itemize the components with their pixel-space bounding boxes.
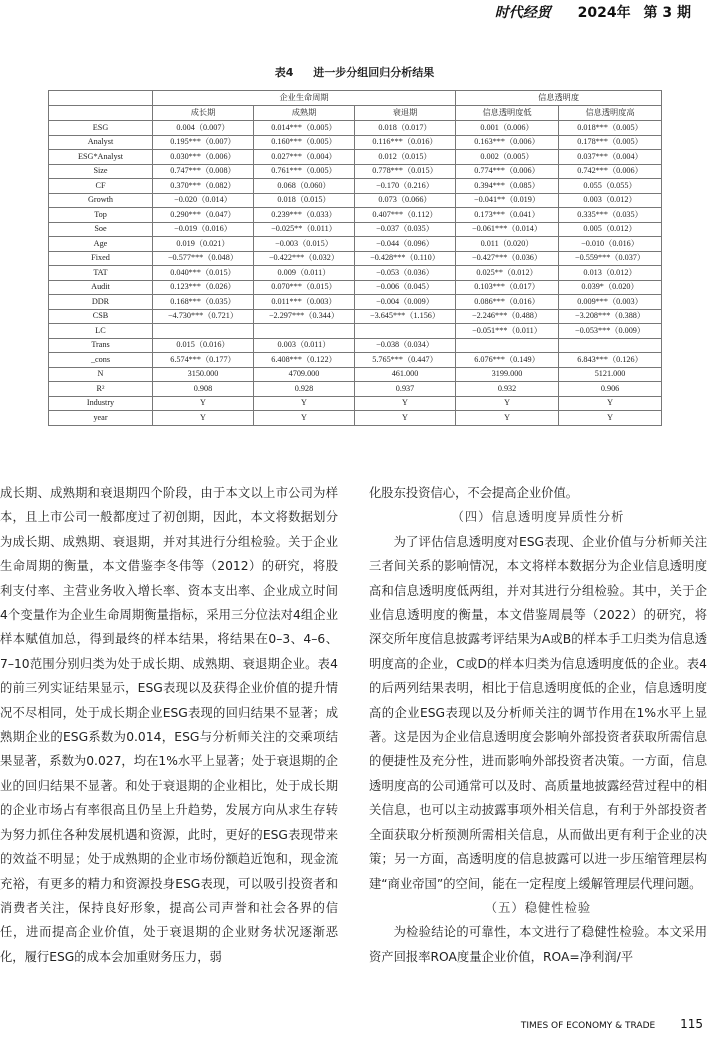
table-cell: 0.002（0.005） [456,150,559,165]
table-cell: Y [153,411,254,426]
table-cell: 5.765***（0.447） [355,353,456,368]
journal-issue: 第 3 期 [643,5,691,21]
table-row [49,396,662,411]
table-cell: 0.370***（0.082） [153,179,254,194]
table-cell: −0.053***（0.009） [559,324,662,339]
table-cell: 0.163***（0.006） [456,135,559,150]
table-cell: 0.070***（0.015） [254,280,355,295]
row-label: Size [49,164,153,179]
table-cell: 0.004（0.007） [153,121,254,136]
subheader-mature: 成熟期 [254,106,355,121]
table-cell [456,338,559,353]
section-heading-4: （四）信息透明度异质性分析 [451,510,625,525]
table-cell: 0.742***（0.006） [559,164,662,179]
table-cell: Y [355,411,456,426]
table-cell: 0.928 [254,382,355,397]
row-label: Age [49,237,153,252]
table-cell [153,324,254,339]
table-cell: −0.428***（0.110） [355,251,456,266]
journal-year: 2024年 [577,5,631,21]
table-cell: −0.422***（0.032） [254,251,355,266]
row-label: Fixed [49,251,153,266]
row-label: Top [49,208,153,223]
table-cell: 0.009***（0.003） [559,295,662,310]
table-cell: 0.178***（0.005） [559,135,662,150]
table-cell: 0.012（0.015） [355,150,456,165]
table-cell: Y [559,396,662,411]
table-body [49,121,662,426]
table-cell: 0.908 [153,382,254,397]
table-cell: 0.335***（0.035） [559,208,662,223]
table-cell: 0.239***（0.033） [254,208,355,223]
table-row [49,164,662,179]
table-cell: 0.173***（0.041） [456,208,559,223]
table-cell: −0.559***（0.037） [559,251,662,266]
table-row [49,338,662,353]
table-cell: 0.039*（0.020） [559,280,662,295]
footer-journal-en: TIMES OF ECONOMY & TRADE [520,1021,656,1031]
table-cell: −0.041**（0.019） [456,193,559,208]
table-row [49,150,662,165]
table-cell: −0.004（0.009） [355,295,456,310]
table-row [49,266,662,281]
table-cell: 0.018（0.015） [254,193,355,208]
table-cell: 0.906 [559,382,662,397]
row-label: TAT [49,266,153,281]
row-label: CF [49,179,153,194]
table-cell: −0.051***（0.011） [456,324,559,339]
table-cell: 6.843***（0.126） [559,353,662,368]
table-row [49,179,662,194]
table-cell: 0.019（0.021） [153,237,254,252]
table-cell: 0.290***（0.047） [153,208,254,223]
table-cell: −0.038（0.034） [355,338,456,353]
table-cell: 0.014***（0.005） [254,121,355,136]
table-subheader-row [49,106,662,121]
table-cell: 0.011（0.020） [456,237,559,252]
table-cell: −0.061***（0.014） [456,222,559,237]
table-row [49,367,662,382]
row-label: LC [49,324,153,339]
table-cell: Y [456,396,559,411]
table-cell: −2.297***（0.344） [254,309,355,324]
table-cell [254,324,355,339]
table-cell: 0.394***（0.085） [456,179,559,194]
table-row [49,324,662,339]
table-cell: 0.030***（0.006） [153,150,254,165]
table-cell: 0.123***（0.026） [153,280,254,295]
empty-corner-cell [49,106,153,121]
page-header [487,2,691,22]
subheader-growth: 成长期 [153,106,254,121]
table-caption [0,64,709,80]
table-cell: 4709.000 [254,367,355,382]
right-paragraph-1: 化股东投资信心，不会提高企业价值。 [369,486,579,500]
table-cell: 0.027***（0.004） [254,150,355,165]
row-label: year [49,411,153,426]
right-paragraph-2: 为了评估信息透明度对ESG表现、企业价值与分析师关注三者间关系的影响情况，本文将样本数据分为企业信息透明度高和信息透明度低两组，并对其进行分组检验。其中，关于企业信息透明度的衡量，本文借鉴周晨等（2022）的研究，将深交所年度信息披露考评结果为A或B的样本手工归类为信息透明度高的企业，C或D的样本归类为信息透明度低的企业。表4的后两列结果表明，相比于信息透明度低的企业，信息透明度高的企业ESG表现以及分析师关注的调节作用在1%水平上显著。这是因为企业信息透明度会影响外部投资者获取所需信息的便捷性及充分性，进而影响外部投资者决策。一方面，信息透明度高的公司通常可以及时、高质量地披露经营过程中的相关信息，也可以主动披露事项外相关信息，有利于外部投资者全面获取分析预测所需相关信息，从而做出更有利于企业的决策；另一方面，高透明度的信息披露可以进一步压缩管理层构建“商业帝国”的空间，能在一定程度上缓解管理层代理问题。 [369,534,707,891]
table-title: 进一步分组回归分析结果 [313,66,435,79]
table-cell: 0.009（0.011） [254,266,355,281]
table-cell: 0.116***（0.016） [355,135,456,150]
table-row [49,237,662,252]
table-cell [355,324,456,339]
table-cell: −0.025**（0.011） [254,222,355,237]
row-label: Analyst [49,135,153,150]
table-cell: 0.040***（0.015） [153,266,254,281]
table-cell: 5121.000 [559,367,662,382]
table-cell: −0.577***（0.048） [153,251,254,266]
page-number: 115 [680,1017,703,1031]
table-cell: 0.407***（0.112） [355,208,456,223]
empty-corner-cell [49,91,153,106]
table-cell: 0.001（0.006） [456,121,559,136]
table-cell: 0.937 [355,382,456,397]
table-cell: 0.011***（0.003） [254,295,355,310]
group-header-lifecycle: 企业生命周期 [153,91,456,106]
table-row [49,135,662,150]
table-cell: 0.761***（0.005） [254,164,355,179]
table-cell: 0.018***（0.005） [559,121,662,136]
table-row [49,251,662,266]
table-cell: 6.076***（0.149） [456,353,559,368]
table-row [49,353,662,368]
table-cell: Y [355,396,456,411]
table-cell: 3199.000 [456,367,559,382]
right-paragraph-3: 为检验结论的可靠性，本文进行了稳健性检验。本文采用资产回报率ROA度量企业价值，ROA=净利润/平 [369,925,707,964]
row-label: CSB [49,309,153,324]
table-cell: −0.427***（0.036） [456,251,559,266]
table-cell: 0.195***（0.007） [153,135,254,150]
table-cell: −0.006（0.045） [355,280,456,295]
table-row [49,309,662,324]
table-row [49,280,662,295]
table-cell [559,338,662,353]
table-cell: 0.073（0.066） [355,193,456,208]
row-label: Trans [49,338,153,353]
table-cell: 0.168***（0.035） [153,295,254,310]
table-cell: Y [456,411,559,426]
subheader-decline: 衰退期 [355,106,456,121]
row-label: Growth [49,193,153,208]
row-label: ESG*Analyst [49,150,153,165]
table-cell: −0.037（0.035） [355,222,456,237]
table-cell: Y [559,411,662,426]
table-row [49,295,662,310]
table-cell: 0.774***（0.006） [456,164,559,179]
table-cell: 0.055（0.055） [559,179,662,194]
table-cell: 0.747***（0.008） [153,164,254,179]
table-row [49,193,662,208]
table-cell: −0.019（0.016） [153,222,254,237]
table-cell: Y [153,396,254,411]
table-cell: 0.103***（0.017） [456,280,559,295]
table-cell: 0.025**（0.012） [456,266,559,281]
right-column [369,481,707,969]
table-cell: −0.020（0.014） [153,193,254,208]
left-paragraph: 成长期、成熟期和衰退期四个阶段，由于本文以上市公司为样本，且上市公司一般都度过了初创期，因此，本文将数据划分为成长期、成熟期、衰退期，并对其进行分组检验。关于企业生命周期的衡量，本文借鉴李冬伟等（2012）的研究，将股利支付率、主营业务收入增长率、资本支出率、企业成立时间4个变量作为企业生命周期衡量指标，采用三分位法对4组企业样本赋值加总，得到最终的样本结果，将结果在0–3、4–6、7–10范围分别归类为处于成长期、成熟期、衰退期企业。表4的前三列实证结果显示，ESG表现以及获得企业价值的提升情况不尽相同，处于成长期企业ESG表现的回归结果不显著；成熟期企业的ESG系数为0.014，ESG与分析师关注的交乘项结果显著，系数为0.027，均在1%水平上显著；处于衰退期的企业的回归结果不显著。和处于衰退期的企业相比，处于成长期的企业市场占有率很高且仍呈上升趋势，发展方向从求生存转为努力抓住各种发展机遇和资源，此时，更好的ESG表现带来的效益不明显；处于成熟期的企业市场份额趋近饱和，现金流充裕，有更多的精力和资源投身ESG表现，可以吸引投资者和消费者关注，保持良好形象，提高公司声誉和社会各界的信任，进而提高企业价值，处于衰退期的企业财务状况逐渐恶化，履行ESG的成本会加重财务压力，弱 [0,486,338,964]
table-group-header-row [49,91,662,106]
table-cell: Y [254,411,355,426]
row-label: Audit [49,280,153,295]
table-cell: 0.086***（0.016） [456,295,559,310]
regression-table [48,90,662,426]
table-cell: 0.037***（0.004） [559,150,662,165]
table-cell: 0.003（0.012） [559,193,662,208]
table-cell: 0.160***（0.005） [254,135,355,150]
row-label: Soe [49,222,153,237]
table-cell: −4.730***（0.721） [153,309,254,324]
table-cell: −0.170（0.216） [355,179,456,194]
table-cell: 0.005（0.012） [559,222,662,237]
table-number: 表4 [274,66,294,79]
row-label: _cons [49,353,153,368]
table-cell: −0.003（0.015） [254,237,355,252]
table-cell: 461.000 [355,367,456,382]
table-cell: 0.778***（0.015） [355,164,456,179]
left-column [0,481,338,969]
table-cell: 0.013（0.012） [559,266,662,281]
table-row [49,208,662,223]
table-cell: 0.015（0.016） [153,338,254,353]
table-cell: 6.574***（0.177） [153,353,254,368]
table-cell: 0.932 [456,382,559,397]
table-cell: −2.246***（0.488） [456,309,559,324]
page-footer [521,1017,703,1031]
row-label: Industry [49,396,153,411]
table-cell: 6.408***（0.122） [254,353,355,368]
subheader-high-transparency: 信息透明度高 [559,106,662,121]
row-label: DDR [49,295,153,310]
table-cell: 0.003（0.011） [254,338,355,353]
table-cell: Y [254,396,355,411]
table-row [49,222,662,237]
table-cell: −0.053（0.036） [355,266,456,281]
table-cell: −0.044（0.096） [355,237,456,252]
group-header-transparency: 信息透明度 [456,91,662,106]
table-cell: 0.068（0.060） [254,179,355,194]
table-cell: −3.208***（0.388） [559,309,662,324]
table-row [49,382,662,397]
table-row [49,121,662,136]
section-heading-5: （五）稳健性检验 [484,900,592,915]
table-cell: 0.018（0.017） [355,121,456,136]
subheader-low-transparency: 信息透明度低 [456,106,559,121]
table-cell: 3150.000 [153,367,254,382]
row-label: R² [49,382,153,397]
table-cell: −0.010（0.016） [559,237,662,252]
table-row [49,411,662,426]
row-label: N [49,367,153,382]
journal-name: 时代经贸 [494,5,551,21]
table-cell: −3.645***（1.156） [355,309,456,324]
row-label: ESG [49,121,153,136]
